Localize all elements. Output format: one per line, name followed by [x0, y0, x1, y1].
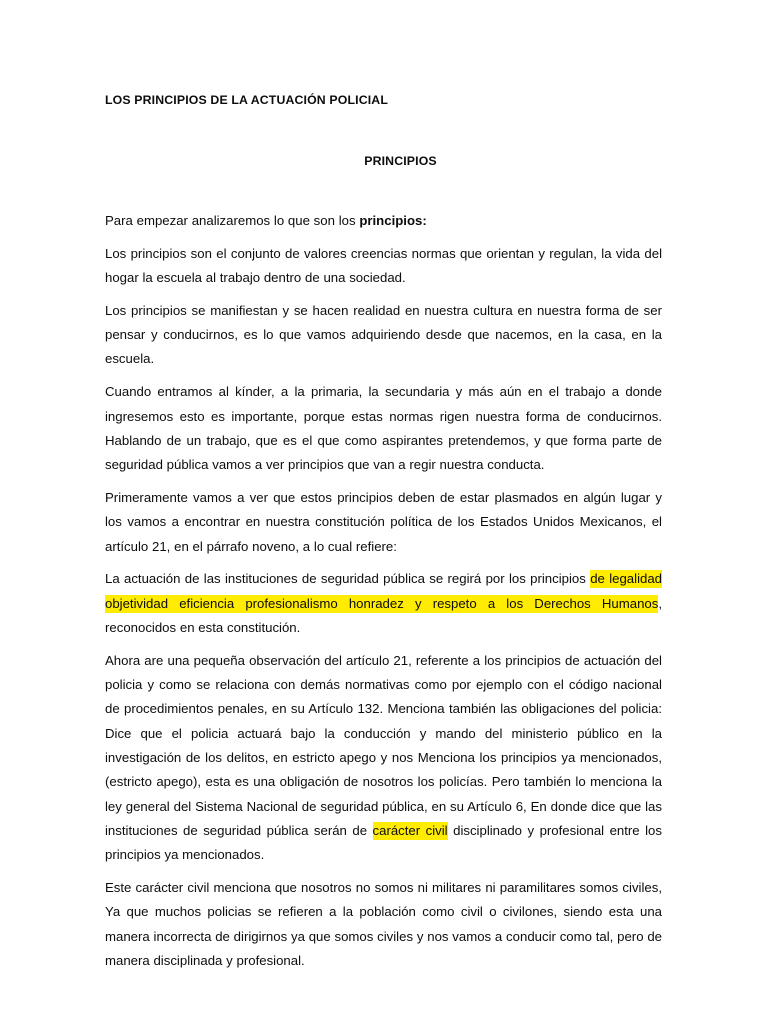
paragraph-observacion-suffix: disciplinado y profesional entre los principios ya mencionados.	[105, 822, 662, 863]
paragraph-actuacion-prefix: La actuación de las instituciones de seguridad pública se regirá por los principios	[105, 571, 591, 587]
paragraph-intro-text: Para empezar analizaremos lo que son los	[105, 213, 360, 228]
paragraph-actuacion-instituciones	[105, 567, 662, 640]
paragraph-caracter-civil-explicacion: Este carácter civil menciona que nosotros no somos ni militares ni paramilitares somos civiles, Ya que muchos policias se refieren a la población como civil o civilones, siendo esta una manera incorrecta de dirigirnos ya que somos civiles y nos vamos a conducir como tal, pero de manera disciplinada y profesional.	[105, 879, 662, 968]
paragraph-actuacion-suffix: , reconocidos en esta constitución.	[105, 595, 662, 635]
paragraph-intro-emphasis: principios:	[359, 213, 427, 228]
highlight-principios-constitucionales: de legalidad objetividad eficiencia profesionalismo honradez y respeto a los Derechos Humanos	[105, 571, 662, 611]
document-text-column	[105, 0, 662, 973]
paragraph-formacion-escolar: Cuando entramos al kínder, a la primaria, la secundaria y más aún en el trabajo a donde ingresemos esto es importante, porque estas normas rigen nuestra forma de conducirnos. Hablando de un trabajo, que es el que como aspirantes pretendemos, y que forma parte de seguridad pública vamos a ver principios que van a regir nuestra conducta.	[105, 384, 662, 473]
paragraph-definicion-principios: Los principios son el conjunto de valores creencias normas que orientan y regulan, la vida del hogar la escuela al trabajo dentro de una sociedad.	[105, 245, 662, 286]
document-title: LOS PRINCIPIOS DE LA ACTUACIÓN POLICIAL	[105, 93, 388, 107]
highlight-caracter-civil: carácter civil	[372, 822, 448, 838]
paragraph-observacion-prefix: Ahora are una pequeña observación del artículo 21, referente a los principios de actuación del policia y como se relaciona con demás normativas como por ejemplo con el código nacional de procedimientos penales, en su Artículo 132. Menciona también las obligaciones del policia: Dice que el policia actuará bajo la conducción y mando del ministerio público en la investigación de los delitos, en estricto apego y nos Menciona los principios ya mencionados, (estricto apego), esta es una obligación de nosotros los policías. Pero también lo menciona la ley general del Sistema Nacional de seguridad pública, en su Artículo 6, En donde dice que las instituciones de seguridad pública serán de	[105, 652, 662, 838]
paragraph-observacion-articulo-21	[105, 649, 662, 868]
paragraph-intro	[105, 209, 662, 233]
document-body	[105, 169, 662, 973]
paragraph-manifestacion-principios: Los principios se manifiestan y se hacen realidad en nuestra cultura en nuestra forma de ser pensar y conducirnos, es lo que vamos adquiriendo desde que nacemos, en la casa, en la escuela.	[105, 302, 662, 367]
paragraph-constitucion-articulo-21: Primeramente vamos a ver que estos principios deben de estar plasmados en algún lugar y los vamos a encontrar en nuestra constitución política de los Estados Unidos Mexicanos, el artículo 21, en el párrafo noveno, a lo cual refiere:	[105, 489, 662, 554]
section-heading-principios: PRINCIPIOS	[364, 154, 437, 168]
